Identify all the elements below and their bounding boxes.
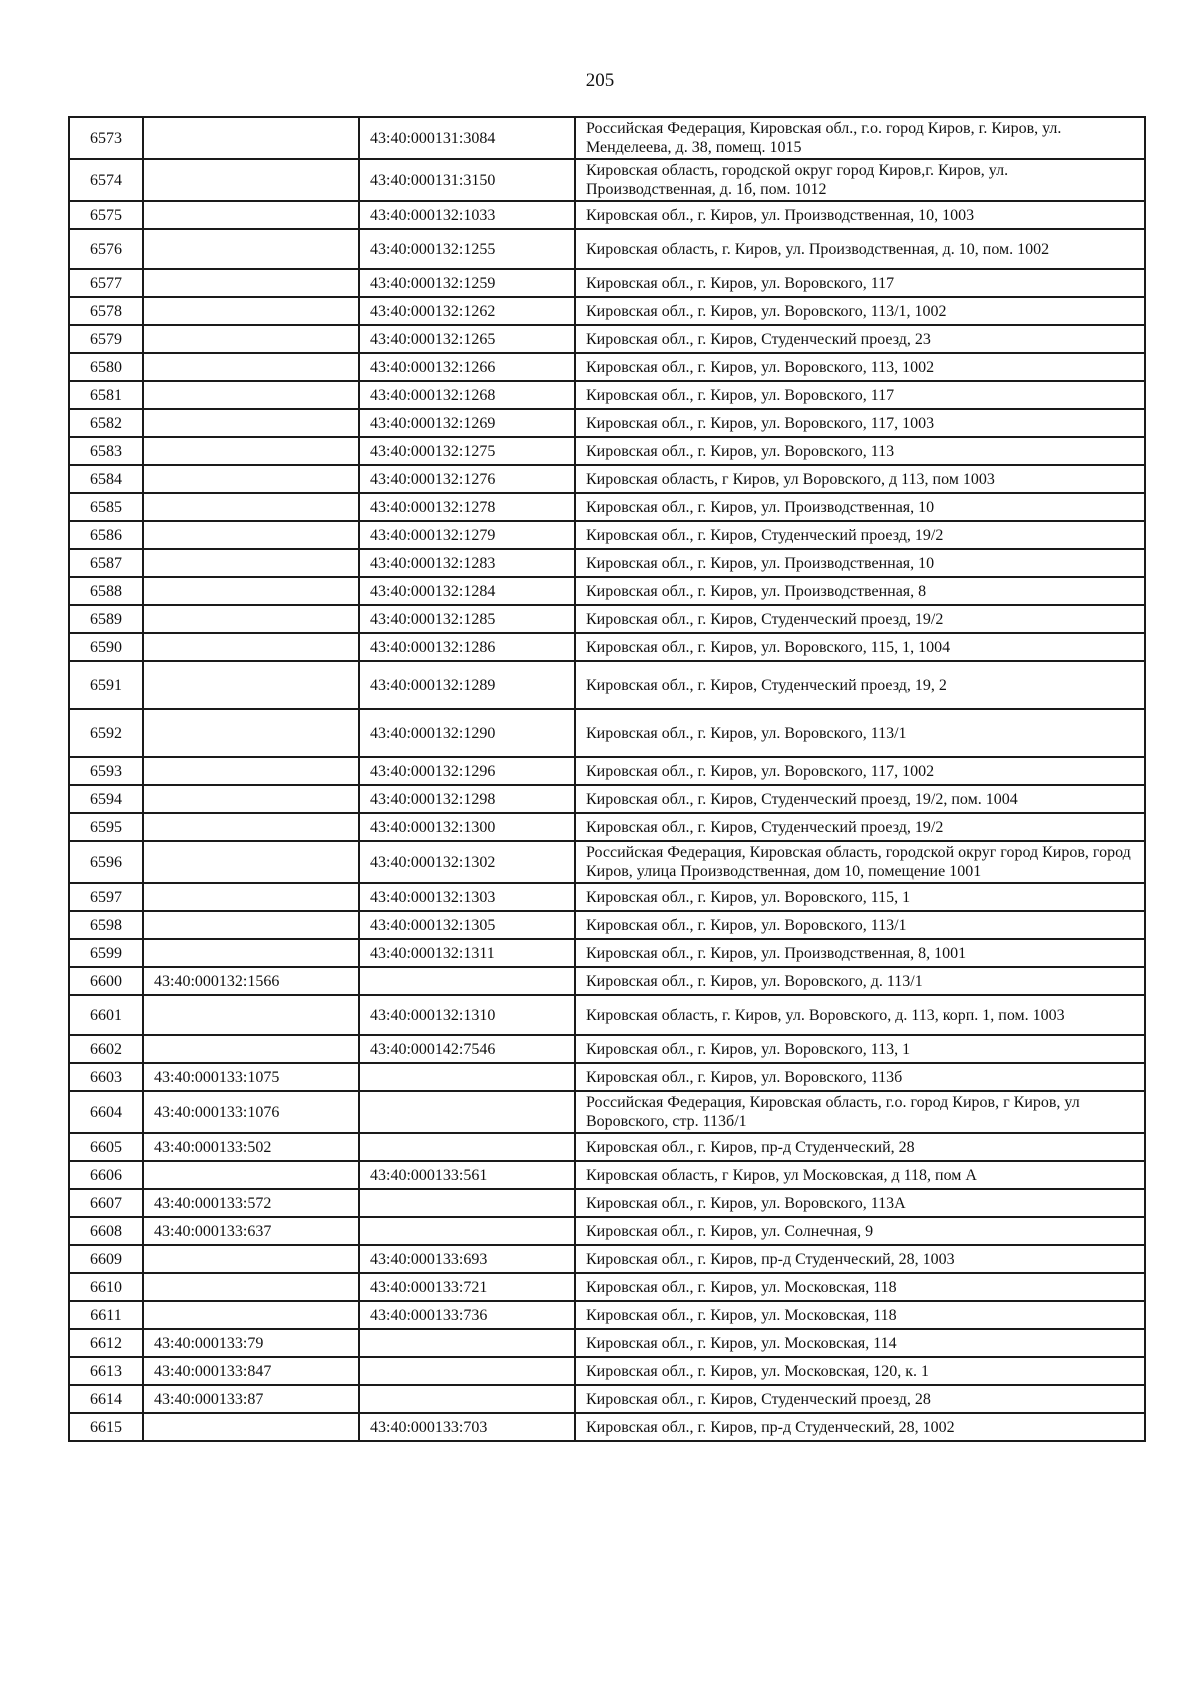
- land-cadastral-number-cell: [143, 1301, 359, 1329]
- address-cell: Российская Федерация, Кировская обл., г.о. город Киров, г. Киров, ул. Менделеева, д. 38, помещ. 1015: [575, 117, 1145, 159]
- row-number-cell: 6588: [69, 577, 143, 605]
- land-cadastral-number-cell: 43:40:000133:637: [143, 1217, 359, 1245]
- land-cadastral-number-cell: [143, 785, 359, 813]
- table-row: [69, 841, 1145, 883]
- object-cadastral-number-cell: 43:40:000132:1289: [359, 661, 575, 709]
- address-cell: Кировская обл., г. Киров, Студенческий проезд, 28: [575, 1385, 1145, 1413]
- table-row: [69, 709, 1145, 757]
- object-cadastral-number-cell: 43:40:000132:1262: [359, 297, 575, 325]
- land-cadastral-number-cell: [143, 409, 359, 437]
- row-number-cell: 6605: [69, 1133, 143, 1161]
- address-cell: Кировская область, г. Киров, ул. Производственная, д. 10, пом. 1002: [575, 229, 1145, 269]
- row-number-cell: 6600: [69, 967, 143, 995]
- address-cell: Кировская обл., г. Киров, Студенческий проезд, 19/2: [575, 521, 1145, 549]
- table-row: [69, 1329, 1145, 1357]
- address-cell: Кировская обл., г. Киров, ул. Производственная, 10: [575, 493, 1145, 521]
- row-number-cell: 6592: [69, 709, 143, 757]
- address-cell: Кировская обл., г. Киров, ул. Московская, 118: [575, 1273, 1145, 1301]
- table-row: [69, 229, 1145, 269]
- land-cadastral-number-cell: [143, 437, 359, 465]
- object-cadastral-number-cell: 43:40:000131:3150: [359, 159, 575, 201]
- address-cell: Кировская обл., г. Киров, ул. Московская, 118: [575, 1301, 1145, 1329]
- address-cell: Кировская обл., г. Киров, ул. Воровского, 117, 1003: [575, 409, 1145, 437]
- table-row: [69, 1217, 1145, 1245]
- object-cadastral-number-cell: 43:40:000132:1286: [359, 633, 575, 661]
- address-cell: Кировская обл., г. Киров, Студенческий проезд, 19/2, пом. 1004: [575, 785, 1145, 813]
- land-cadastral-number-cell: 43:40:000132:1566: [143, 967, 359, 995]
- land-cadastral-number-cell: [143, 1245, 359, 1273]
- object-cadastral-number-cell: 43:40:000133:703: [359, 1413, 575, 1441]
- row-number-cell: 6591: [69, 661, 143, 709]
- row-number-cell: 6580: [69, 353, 143, 381]
- land-cadastral-number-cell: 43:40:000133:572: [143, 1189, 359, 1217]
- row-number-cell: 6614: [69, 1385, 143, 1413]
- land-cadastral-number-cell: [143, 159, 359, 201]
- object-cadastral-number-cell: 43:40:000132:1278: [359, 493, 575, 521]
- object-cadastral-number-cell: [359, 1217, 575, 1245]
- row-number-cell: 6608: [69, 1217, 143, 1245]
- row-number-cell: 6587: [69, 549, 143, 577]
- address-cell: Кировская обл., г. Киров, ул. Воровского, 117: [575, 269, 1145, 297]
- object-cadastral-number-cell: 43:40:000132:1305: [359, 911, 575, 939]
- address-cell: Кировская обл., г. Киров, ул. Производственная, 10, 1003: [575, 201, 1145, 229]
- row-number-cell: 6590: [69, 633, 143, 661]
- address-cell: Кировская обл., г. Киров, ул. Воровского, 117, 1002: [575, 757, 1145, 785]
- page-number: 205: [585, 70, 615, 91]
- land-cadastral-number-cell: [143, 269, 359, 297]
- land-cadastral-number-cell: [143, 229, 359, 269]
- object-cadastral-number-cell: 43:40:000131:3084: [359, 117, 575, 159]
- address-cell: Кировская обл., г. Киров, ул. Производственная, 8: [575, 577, 1145, 605]
- address-cell: Кировская обл., г. Киров, ул. Воровского, 113/1: [575, 911, 1145, 939]
- row-number-cell: 6576: [69, 229, 143, 269]
- registry-table-body: [69, 117, 1145, 1441]
- object-cadastral-number-cell: 43:40:000132:1275: [359, 437, 575, 465]
- row-number-cell: 6602: [69, 1035, 143, 1063]
- table-row: [69, 1035, 1145, 1063]
- address-cell: Кировская обл., г. Киров, ул. Воровского, 113А: [575, 1189, 1145, 1217]
- address-cell: Российская Федерация, Кировская область, г.о. город Киров, г Киров, ул Воровского, стр. 113б/1: [575, 1091, 1145, 1133]
- row-number-cell: 6601: [69, 995, 143, 1035]
- address-cell: Кировская обл., г. Киров, ул. Воровского, 113/1, 1002: [575, 297, 1145, 325]
- land-cadastral-number-cell: [143, 633, 359, 661]
- object-cadastral-number-cell: 43:40:000132:1311: [359, 939, 575, 967]
- table-row: [69, 995, 1145, 1035]
- row-number-cell: 6578: [69, 297, 143, 325]
- row-number-cell: 6599: [69, 939, 143, 967]
- object-cadastral-number-cell: 43:40:000132:1268: [359, 381, 575, 409]
- row-number-cell: 6604: [69, 1091, 143, 1133]
- row-number-cell: 6597: [69, 883, 143, 911]
- land-cadastral-number-cell: 43:40:000133:1076: [143, 1091, 359, 1133]
- object-cadastral-number-cell: [359, 1329, 575, 1357]
- table-row: [69, 409, 1145, 437]
- address-cell: Кировская область, городской округ город Киров,г. Киров, ул. Производственная, д. 1б, пом. 1012: [575, 159, 1145, 201]
- address-cell: Кировская обл., г. Киров, ул. Воровского, 113: [575, 437, 1145, 465]
- row-number-cell: 6584: [69, 465, 143, 493]
- object-cadastral-number-cell: [359, 1133, 575, 1161]
- row-number-cell: 6581: [69, 381, 143, 409]
- table-row: [69, 325, 1145, 353]
- land-cadastral-number-cell: [143, 939, 359, 967]
- table-row: [69, 297, 1145, 325]
- address-cell: Кировская обл., г. Киров, пр-д Студенческий, 28: [575, 1133, 1145, 1161]
- table-row: [69, 661, 1145, 709]
- object-cadastral-number-cell: 43:40:000132:1283: [359, 549, 575, 577]
- row-number-cell: 6586: [69, 521, 143, 549]
- row-number-cell: 6598: [69, 911, 143, 939]
- object-cadastral-number-cell: 43:40:000132:1265: [359, 325, 575, 353]
- land-cadastral-number-cell: 43:40:000133:502: [143, 1133, 359, 1161]
- table-row: [69, 1413, 1145, 1441]
- address-cell: Российская Федерация, Кировская область, городской округ город Киров, город Киров, улица Производственная, дом 10, помещение 1001: [575, 841, 1145, 883]
- address-cell: Кировская обл., г. Киров, ул. Воровского, 115, 1: [575, 883, 1145, 911]
- land-cadastral-number-cell: [143, 465, 359, 493]
- land-cadastral-number-cell: [143, 117, 359, 159]
- object-cadastral-number-cell: 43:40:000132:1303: [359, 883, 575, 911]
- land-cadastral-number-cell: [143, 883, 359, 911]
- row-number-cell: 6577: [69, 269, 143, 297]
- object-cadastral-number-cell: 43:40:000132:1298: [359, 785, 575, 813]
- object-cadastral-number-cell: 43:40:000132:1296: [359, 757, 575, 785]
- object-cadastral-number-cell: [359, 1063, 575, 1091]
- table-row: [69, 1091, 1145, 1133]
- land-cadastral-number-cell: [143, 297, 359, 325]
- address-cell: Кировская обл., г. Киров, Студенческий проезд, 19/2: [575, 605, 1145, 633]
- row-number-cell: 6574: [69, 159, 143, 201]
- table-row: [69, 1063, 1145, 1091]
- table-row: [69, 785, 1145, 813]
- land-cadastral-number-cell: [143, 353, 359, 381]
- table-row: [69, 493, 1145, 521]
- land-cadastral-number-cell: [143, 911, 359, 939]
- object-cadastral-number-cell: 43:40:000132:1285: [359, 605, 575, 633]
- row-number-cell: 6607: [69, 1189, 143, 1217]
- object-cadastral-number-cell: [359, 1385, 575, 1413]
- object-cadastral-number-cell: [359, 1091, 575, 1133]
- row-number-cell: 6606: [69, 1161, 143, 1189]
- land-cadastral-number-cell: [143, 201, 359, 229]
- row-number-cell: 6612: [69, 1329, 143, 1357]
- land-cadastral-number-cell: [143, 521, 359, 549]
- table-row: [69, 883, 1145, 911]
- object-cadastral-number-cell: [359, 967, 575, 995]
- address-cell: Кировская обл., г. Киров, Студенческий проезд, 23: [575, 325, 1145, 353]
- land-cadastral-number-cell: [143, 1273, 359, 1301]
- object-cadastral-number-cell: 43:40:000132:1290: [359, 709, 575, 757]
- object-cadastral-number-cell: 43:40:000142:7546: [359, 1035, 575, 1063]
- table-row: [69, 1189, 1145, 1217]
- address-cell: Кировская обл., г. Киров, Студенческий проезд, 19, 2: [575, 661, 1145, 709]
- land-cadastral-number-cell: [143, 325, 359, 353]
- land-cadastral-number-cell: [143, 709, 359, 757]
- object-cadastral-number-cell: 43:40:000132:1284: [359, 577, 575, 605]
- row-number-cell: 6575: [69, 201, 143, 229]
- address-cell: Кировская обл., г. Киров, Студенческий проезд, 19/2: [575, 813, 1145, 841]
- land-cadastral-number-cell: 43:40:000133:847: [143, 1357, 359, 1385]
- registry-table: [68, 116, 1146, 1442]
- land-cadastral-number-cell: [143, 1035, 359, 1063]
- table-row: [69, 521, 1145, 549]
- address-cell: Кировская область, г. Киров, ул. Воровского, д. 113, корп. 1, пом. 1003: [575, 995, 1145, 1035]
- object-cadastral-number-cell: 43:40:000132:1259: [359, 269, 575, 297]
- object-cadastral-number-cell: 43:40:000132:1033: [359, 201, 575, 229]
- table-row: [69, 437, 1145, 465]
- land-cadastral-number-cell: [143, 381, 359, 409]
- object-cadastral-number-cell: 43:40:000132:1255: [359, 229, 575, 269]
- object-cadastral-number-cell: 43:40:000133:721: [359, 1273, 575, 1301]
- address-cell: Кировская обл., г. Киров, ул. Солнечная, 9: [575, 1217, 1145, 1245]
- address-cell: Кировская обл., г. Киров, ул. Воровского, 113, 1: [575, 1035, 1145, 1063]
- table-row: [69, 381, 1145, 409]
- address-cell: Кировская обл., г. Киров, ул. Производственная, 8, 1001: [575, 939, 1145, 967]
- table-row: [69, 1357, 1145, 1385]
- table-row: [69, 577, 1145, 605]
- row-number-cell: 6610: [69, 1273, 143, 1301]
- object-cadastral-number-cell: 43:40:000132:1276: [359, 465, 575, 493]
- table-row: [69, 605, 1145, 633]
- table-row: [69, 159, 1145, 201]
- land-cadastral-number-cell: [143, 577, 359, 605]
- land-cadastral-number-cell: [143, 757, 359, 785]
- row-number-cell: 6609: [69, 1245, 143, 1273]
- row-number-cell: 6579: [69, 325, 143, 353]
- row-number-cell: 6615: [69, 1413, 143, 1441]
- table-row: [69, 757, 1145, 785]
- object-cadastral-number-cell: [359, 1357, 575, 1385]
- address-cell: Кировская обл., г. Киров, ул. Воровского, 113б: [575, 1063, 1145, 1091]
- table-row: [69, 813, 1145, 841]
- land-cadastral-number-cell: [143, 661, 359, 709]
- table-row: [69, 353, 1145, 381]
- object-cadastral-number-cell: 43:40:000132:1269: [359, 409, 575, 437]
- object-cadastral-number-cell: 43:40:000132:1310: [359, 995, 575, 1035]
- address-cell: Кировская обл., г. Киров, ул. Воровского, 115, 1, 1004: [575, 633, 1145, 661]
- table-row: [69, 633, 1145, 661]
- address-cell: Кировская обл., г. Киров, ул. Воровского, д. 113/1: [575, 967, 1145, 995]
- table-row: [69, 1245, 1145, 1273]
- table-row: [69, 465, 1145, 493]
- land-cadastral-number-cell: [143, 549, 359, 577]
- row-number-cell: 6573: [69, 117, 143, 159]
- row-number-cell: 6611: [69, 1301, 143, 1329]
- table-row: [69, 269, 1145, 297]
- row-number-cell: 6583: [69, 437, 143, 465]
- table-row: [69, 201, 1145, 229]
- land-cadastral-number-cell: 43:40:000133:1075: [143, 1063, 359, 1091]
- row-number-cell: 6589: [69, 605, 143, 633]
- table-row: [69, 1301, 1145, 1329]
- row-number-cell: 6613: [69, 1357, 143, 1385]
- table-row: [69, 117, 1145, 159]
- land-cadastral-number-cell: [143, 995, 359, 1035]
- land-cadastral-number-cell: [143, 813, 359, 841]
- address-cell: Кировская обл., г. Киров, ул. Воровского, 113/1: [575, 709, 1145, 757]
- address-cell: Кировская обл., г. Киров, ул. Воровского, 113, 1002: [575, 353, 1145, 381]
- object-cadastral-number-cell: 43:40:000132:1279: [359, 521, 575, 549]
- table-row: [69, 1161, 1145, 1189]
- land-cadastral-number-cell: [143, 1161, 359, 1189]
- object-cadastral-number-cell: 43:40:000132:1266: [359, 353, 575, 381]
- land-cadastral-number-cell: 43:40:000133:87: [143, 1385, 359, 1413]
- table-row: [69, 911, 1145, 939]
- address-cell: Кировская обл., г. Киров, пр-д Студенческий, 28, 1002: [575, 1413, 1145, 1441]
- row-number-cell: 6585: [69, 493, 143, 521]
- object-cadastral-number-cell: 43:40:000133:693: [359, 1245, 575, 1273]
- address-cell: Кировская область, г Киров, ул Воровского, д 113, пом 1003: [575, 465, 1145, 493]
- address-cell: Кировская обл., г. Киров, ул. Производственная, 10: [575, 549, 1145, 577]
- table-row: [69, 1133, 1145, 1161]
- land-cadastral-number-cell: [143, 493, 359, 521]
- object-cadastral-number-cell: 43:40:000133:736: [359, 1301, 575, 1329]
- table-row: [69, 939, 1145, 967]
- table-row: [69, 549, 1145, 577]
- row-number-cell: 6603: [69, 1063, 143, 1091]
- table-row: [69, 967, 1145, 995]
- address-cell: Кировская обл., г. Киров, ул. Московская, 114: [575, 1329, 1145, 1357]
- row-number-cell: 6593: [69, 757, 143, 785]
- object-cadastral-number-cell: 43:40:000133:561: [359, 1161, 575, 1189]
- row-number-cell: 6582: [69, 409, 143, 437]
- address-cell: Кировская обл., г. Киров, ул. Воровского, 117: [575, 381, 1145, 409]
- address-cell: Кировская обл., г. Киров, пр-д Студенческий, 28, 1003: [575, 1245, 1145, 1273]
- address-cell: Кировская область, г Киров, ул Московская, д 118, пом А: [575, 1161, 1145, 1189]
- object-cadastral-number-cell: 43:40:000132:1302: [359, 841, 575, 883]
- row-number-cell: 6594: [69, 785, 143, 813]
- land-cadastral-number-cell: [143, 605, 359, 633]
- object-cadastral-number-cell: [359, 1189, 575, 1217]
- object-cadastral-number-cell: 43:40:000132:1300: [359, 813, 575, 841]
- land-cadastral-number-cell: [143, 841, 359, 883]
- address-cell: Кировская обл., г. Киров, ул. Московская, 120, к. 1: [575, 1357, 1145, 1385]
- row-number-cell: 6596: [69, 841, 143, 883]
- land-cadastral-number-cell: 43:40:000133:79: [143, 1329, 359, 1357]
- land-cadastral-number-cell: [143, 1413, 359, 1441]
- table-row: [69, 1273, 1145, 1301]
- row-number-cell: 6595: [69, 813, 143, 841]
- table-row: [69, 1385, 1145, 1413]
